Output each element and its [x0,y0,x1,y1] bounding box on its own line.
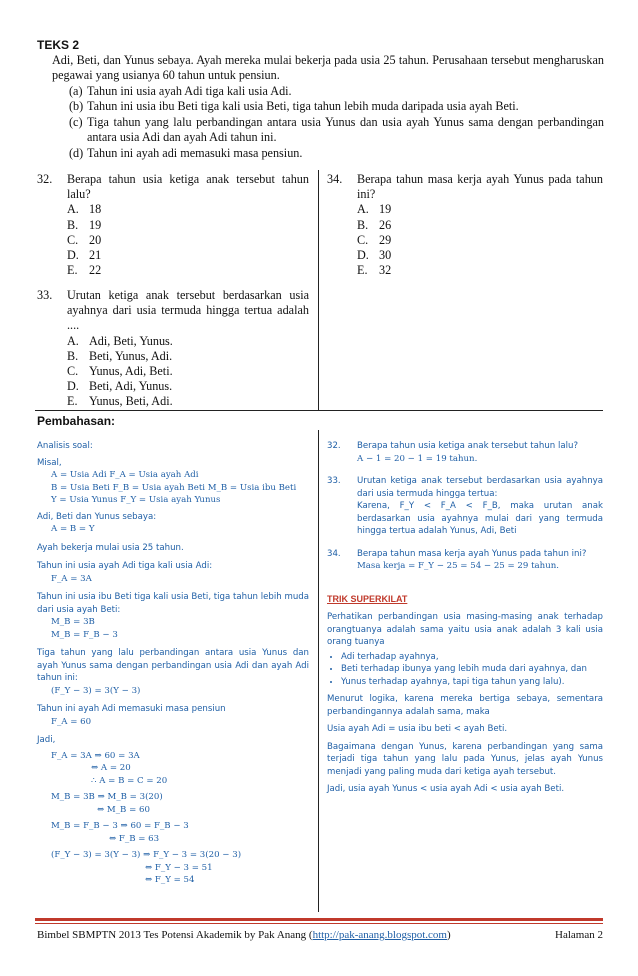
list-item: • Yunus terhadap ayahnya, tapi tiga tahun yang lalu). [341,676,603,689]
answer-32: 32. Berapa tahun usia ketiga anak tersebut tahun lalu? A − 1 = 20 − 1 = 19 tahun. [327,441,579,464]
condition-d: (d) Tahun ini ayah adi memasuki masa pensiun. [69,145,303,160]
pembahasan-title: Pembahasan: [37,414,116,428]
solution-line: Analisis soal: [37,441,93,451]
solution-line: ⇔ F_B = 63 [109,833,160,844]
trik-paragraph: Bagaimana dengan Yunus, karena perbandingan yang sama terjadi tiga tahun yang lalu pada Yunus, jelas ayah Yunus menjadi yang paling muda dari ketiga ayah tersebut. [327,741,603,777]
solution-line: M_B = F_B − 3 ⇒ 60 = F_B − 3 [51,821,189,831]
trik-paragraph: Usia ayah Adi = usia ibu beti < ayah Beti. [327,724,508,734]
solution-line: (F_Y − 3) = 3(Y − 3) [51,685,141,696]
option[interactable]: E. 32 [357,263,392,278]
footer-rule [35,918,603,921]
option[interactable]: E. 22 [67,263,102,278]
condition-b: (b) Tahun ini usia ibu Beti tiga kali usia Beti, tiga tahun lebih muda daripada usia ayah Beti. [69,99,519,114]
teks-intro: Adi, Beti, dan Yunus sebaya. Ayah mereka mulai bekerja pada usia 25 tahun. Perusahaan tersebut mengharuskan pegawai yang usianya 60 tahun untuk pensiun. [52,53,604,83]
condition-c: (c) Tiga tahun yang lalu perbandingan antara usia Yunus dan usia ayah Yunus sama dengan perbandingan antara usia Adi dan ayah Adi tahun ini. [69,114,604,145]
option[interactable]: A. 18 [67,202,102,217]
solution-line: Tahun ini usia ibu Beti tiga kali usia Beti, tiga tahun lebih muda dari usia ayah Beti: [37,592,309,615]
trik-intro: Perhatikan perbandingan usia masing-masing anak terhadap orangtuanya adalah sama yaitu usia anak adalah 3 kali usia orang tuanya [327,612,603,647]
footer [37,929,603,941]
pembahasan-left [37,440,309,887]
solution-line: M_B = 3B [51,617,95,627]
solution-line: Misal, [37,457,62,468]
solution-line: Tiga tahun yang lalu perbandingan antara usia Yunus dan ayah Yunus sama dengan perbandingan usia Adi dan ayah Adi tahun ini: [37,648,309,683]
trik-conclusion: Jadi, usia ayah Yunus < usia ayah Adi < usia ayah Beti. [327,784,565,794]
solution-line: Ayah bekerja mulai usia 25 tahun. [37,542,184,553]
option[interactable]: A. Adi, Beti, Yunus. [67,333,173,348]
list-item: • Adi terhadap ayahnya, [341,651,603,664]
solution-line: Y = Usia Yunus F_Y = Usia ayah Yunus [51,495,221,505]
condition-a: (a) Tahun ini usia ayah Adi tiga kali usia Adi. [69,84,292,98]
option[interactable]: E. Yunus, Beti, Adi. [67,394,173,409]
option[interactable]: C. 20 [67,232,102,247]
option[interactable]: D. Beti, Adi, Yunus. [67,379,173,394]
solution-line: M_B = F_B − 3 [51,629,118,640]
trik-title: TRIK SUPERKILAT [327,593,408,604]
footer-text: Bimbel SBMPTN 2013 Tes Potensi Akademik by Pak Anang ( [37,929,313,941]
question-34: 34. Berapa tahun masa kerja ayah Yunus pada tahun ini? A. 19 B. 26 C. 29 D. 30 E. 32 [327,172,603,278]
page-number: Halaman 2 [555,929,603,941]
option[interactable]: B. 26 [357,217,392,232]
solution-line: A = Usia Adi F_A = Usia ayah Adi [51,470,199,480]
answer-33: 33. Urutan ketiga anak tersebut berdasarkan usia ayahnya dari usia termuda hingga tertua: Karena, F_Y < F_A < F_B, maka urutan anak berdasarkan usia ayahnya mulai dari yang termuda hingga tertua adalah Yunus, Adi, Beti [327,476,603,536]
trik-paragraph: Menurut logika, karena mereka bertiga sebaya, sementara perbandingannya adalah sama, maka [327,694,603,717]
trik-list [327,651,603,689]
option[interactable]: A. 19 [357,202,392,217]
pembahasan-right [327,440,603,796]
solution-line: M_B = 3B ⇒ M_B = 3(20) [51,792,163,802]
footer-link[interactable]: http://pak-anang.blogspot.com [312,929,447,941]
solution-line: Tahun ini ayah Adi memasuki masa pensiun [37,704,226,714]
solution-line: ∴ A = B = C = 20 [91,775,168,786]
option[interactable]: C. Yunus, Adi, Beti. [67,364,173,379]
solution-line: ⇔ A = 20 [91,763,131,773]
solution-line: B = Usia Beti F_B = Usia ayah Beti M_B = Usia ibu Beti [51,482,297,493]
option[interactable]: D. 21 [67,248,102,263]
list-item: • Beti terhadap ibunya yang lebih muda dari ayahnya, dan [341,663,603,676]
teks-conditions [69,84,604,161]
option[interactable]: B. Beti, Yunus, Adi. [67,348,173,363]
section-title: TEKS 2 [37,38,80,52]
solution-line: F_A = 3A [51,573,92,584]
pembahasan-column-divider [318,430,319,912]
solution-line: F_A = 60 [51,716,92,727]
solution-line: A = B = Y [51,524,95,534]
question-33: 33. Urutan ketiga anak tersebut berdasarkan usia ayahnya dari usia termuda hingga tertua adalah .... A. Adi, Beti, Yunus. B. Beti, Yunus, Adi. C. Yunus, Adi, Beti. D. Beti, Adi, Yunus. E. Yunus, Beti, Adi. [37,288,309,409]
solution-line: Adi, Beti dan Yunus sebaya: [37,511,157,522]
section-divider [35,410,603,411]
question-32: 32. Berapa tahun usia ketiga anak tersebut tahun lalu? A. 18 B. 19 C. 20 D. 21 E. 22 [37,172,309,278]
answer-34: 34. Berapa tahun masa kerja ayah Yunus pada tahun ini? Masa kerja = F_Y − 25 = 54 − 25 = 29 tahun. [327,548,587,571]
footer-rule-thin [35,923,603,924]
solution-line: (F_Y − 3) = 3(Y − 3) ⇒ F_Y − 3 = 3(20 − 3) [51,850,242,860]
solution-line: F_A = 3A ⇒ 60 = 3A [51,750,140,761]
solution-line: ⇔ F_Y = 54 [145,875,195,885]
footer-text-end: ) [447,929,451,941]
solution-line: Tahun ini usia ayah Adi tiga kali usia Adi: [37,561,213,571]
solution-line: ⇔ F_Y − 3 = 51 [145,862,213,873]
solution-line: Jadi, [37,735,56,745]
column-divider [318,170,319,410]
option[interactable]: C. 29 [357,232,392,247]
solution-line: ⇔ M_B = 60 [97,804,150,815]
option[interactable]: B. 19 [67,217,102,232]
option[interactable]: D. 30 [357,248,392,263]
